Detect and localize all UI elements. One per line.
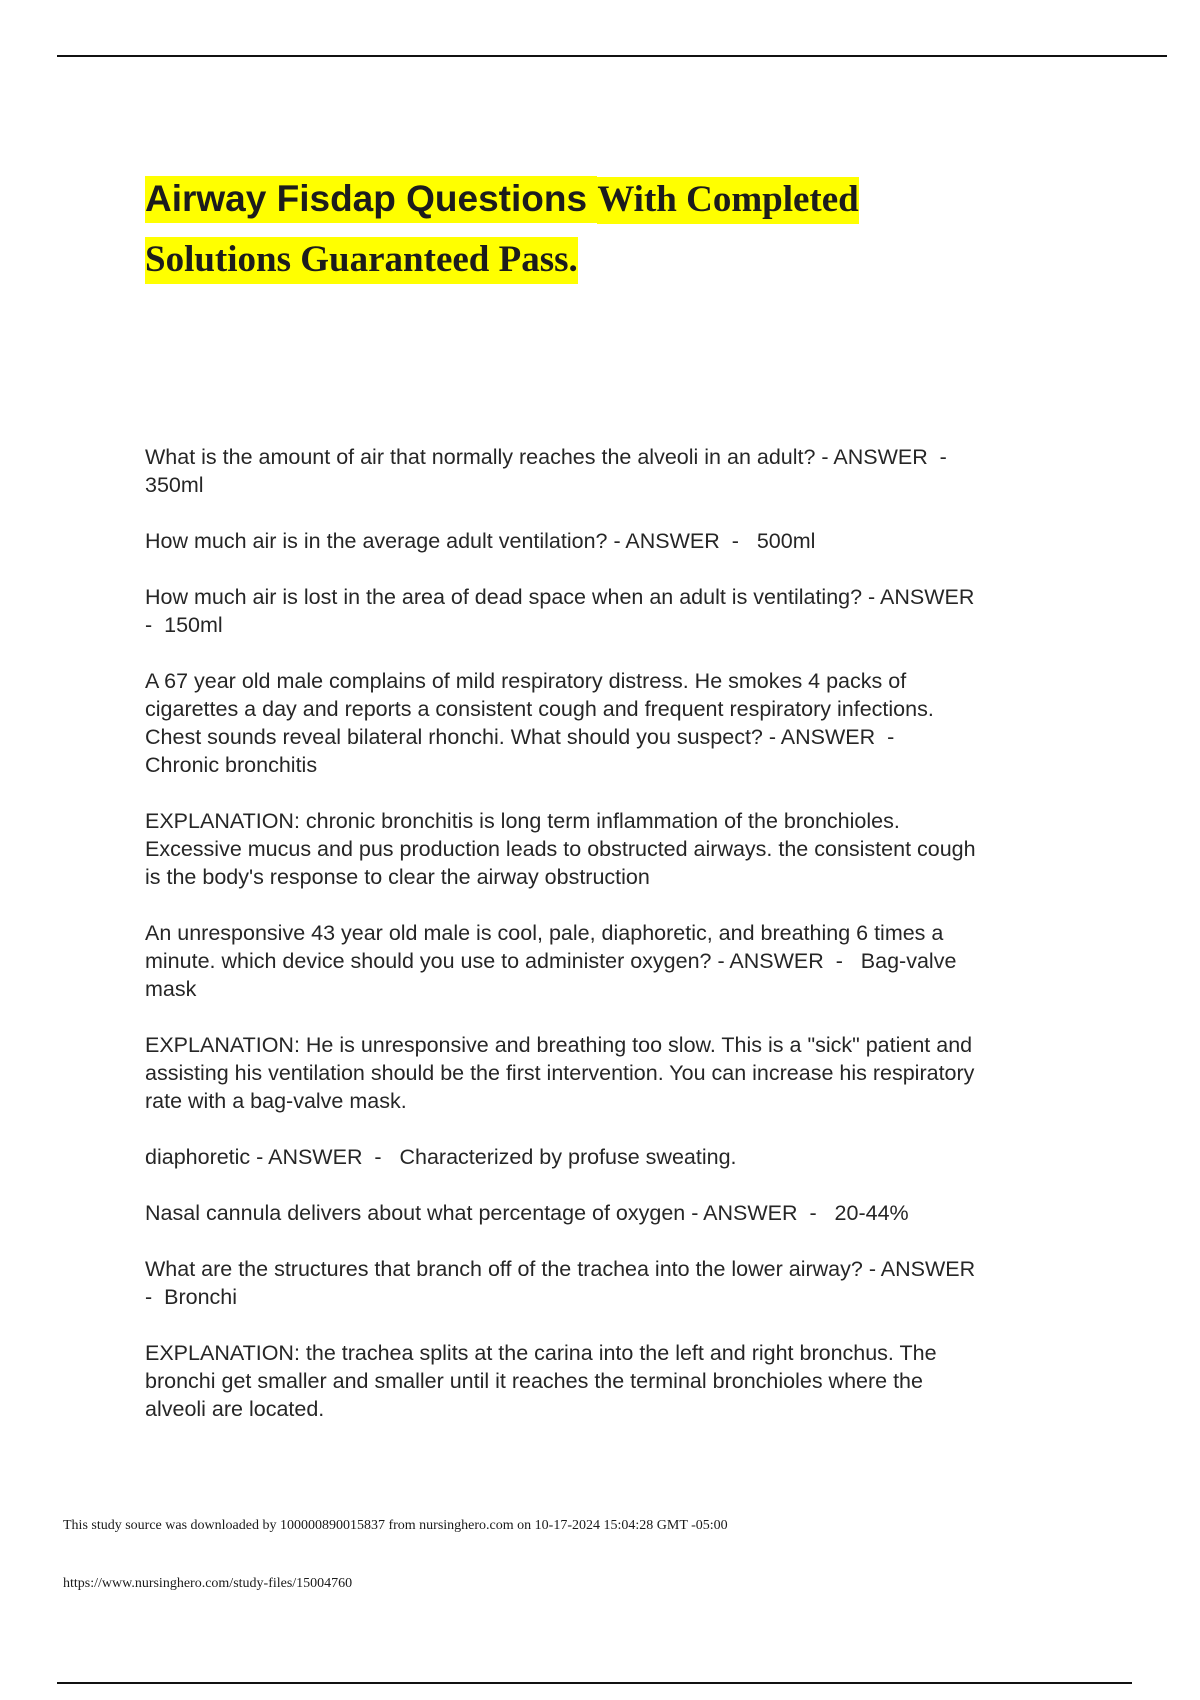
qa-item: What is the amount of air that normally reaches the alveoli in an adult? - ANSWER - 350ml — [145, 445, 947, 497]
qa-item: An unresponsive 43 year old male is cool, pale, diaphoretic, and breathing 6 times a minute. which device should you use to administer oxygen? - ANSWER - Bag-valve mask — [145, 921, 957, 1001]
qa-item: diaphoretic - ANSWER - Characterized by profuse sweating. — [145, 1145, 737, 1169]
qa-item: EXPLANATION: the trachea splits at the carina into the left and right bronchus. The bronchi get smaller and smaller until it reaches the terminal bronchioles where the alveoli are located. — [145, 1341, 937, 1421]
title-line-1 — [145, 172, 1045, 233]
footer-source-note: This study source was downloaded by 100000890015837 from nursinghero.com on 10-17-2024 15:04:28 GMT -05:00 — [63, 1518, 728, 1533]
top-rule — [57, 55, 1167, 57]
qa-item: How much air is in the average adult ventilation? - ANSWER - 500ml — [145, 529, 816, 553]
bottom-rule — [57, 1682, 1132, 1684]
qa-item: A 67 year old male complains of mild respiratory distress. He smokes 4 packs of cigarettes a day and reports a consistent cough and frequent respiratory infections. Chest sounds reveal bilateral rhonchi. What should you suspect? - ANSWER - Chronic bronchitis — [145, 669, 934, 777]
title-part-3: Solutions Guaranteed Pass. — [145, 237, 578, 284]
title-part-1: Airway Fisdap Questions — [145, 176, 597, 223]
title-line-2 — [145, 233, 1045, 293]
qa-item: EXPLANATION: He is unresponsive and breathing too slow. This is a "sick" patient and assisting his ventilation should be the first intervention. You can increase his respiratory rate with a bag-valve mask. — [145, 1033, 975, 1113]
document-title — [145, 172, 1045, 293]
qa-item: EXPLANATION: chronic bronchitis is long term inflammation of the bronchioles. Excessive mucus and pus production leads to obstructed airways. the consistent cough is the body's response to clear the airway obstruction — [145, 809, 976, 889]
qa-list — [145, 443, 1090, 1451]
footer-url[interactable]: https://www.nursinghero.com/study-files/15004760 — [63, 1576, 353, 1591]
qa-item: Nasal cannula delivers about what percentage of oxygen - ANSWER - 20-44% — [145, 1201, 909, 1225]
qa-item: How much air is lost in the area of dead space when an adult is ventilating? - ANSWER - 150ml — [145, 585, 975, 637]
title-part-2: With Completed — [597, 177, 858, 224]
qa-item: What are the structures that branch off of the trachea into the lower airway? - ANSWER - Bronchi — [145, 1257, 976, 1309]
